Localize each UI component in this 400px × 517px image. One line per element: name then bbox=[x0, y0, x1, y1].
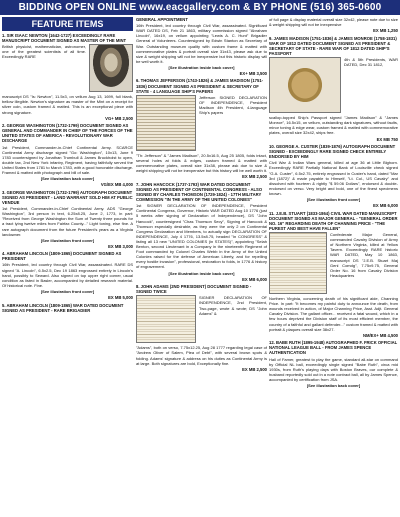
lot-8-continued[interactable] bbox=[269, 17, 398, 34]
lot-3[interactable] bbox=[2, 190, 133, 250]
lot-description: Civil War & Indian Wars general, killed at age 36 at Little Bighorn. Exceedingly RARE Partially National Bank of Louisville check signed "G.A. Custer", 6.5x2.75, entirely engrossed in Custer's hand, dated "Mar 3rd (1872)" & made payable to Himself, "Lt. Col., US Cavalry" and dissolved with fourteen & rightly "$ 59.06 Dollars", endorsed & double-endorsed on verso. Very bright and bold, one of the finest specimens known. bbox=[269, 160, 398, 196]
lot-5-continued[interactable] bbox=[136, 17, 267, 76]
lot-title: 5. ABRAHAM LINCOLN (1809-1865) WAR DATED DOCUMENT SIGNED AS PRESIDENT - RARE BRIGADIER bbox=[2, 302, 124, 313]
lot-title: 12. BABE RUTH (1895-1948) AUTOGRAPHED F. FRICK OFFICIAL NATIONAL LEAGUE BALL - FROM JAMES SPENCE AUTHENTICATION bbox=[269, 340, 398, 356]
lot-title: 11. J.E.B. STUART (1833-1864) CIVIL WAR DATED MANUSCRIPT DOCUMENT SIGNED AS MAJOR GENERAL - "GENERAL ORDER NO. 16" REGARDING DEATH OF CHANNING PRICE - "THE PUREST AND BEST HAVE FALLEN" bbox=[269, 210, 398, 231]
lot-8[interactable] bbox=[136, 284, 267, 372]
lot-title: 2. GEORGE WASHINGTON (1732-1799) DOCUMENT SIGNED AS GENERAL AND COMMANDER IN CHIEF OF THE FORCES OF THE UNITED STATES OF AMERICA - REVOLUTIONARY WAR DISCHARGE bbox=[2, 123, 133, 144]
ships-passport-image bbox=[269, 57, 341, 113]
lot-description: 16th President, led country through Civil War, assassinated. RARE DS signed "A. Lincoln", 6.5x2.5, Dec 19 1863 engrossed entirely in Lincoln's hand, possibly to Seward. Also signed on top upper right corner, usual condition as listed in Basler, accompanied by detailed research material. Of historical note. Fine. bbox=[2, 262, 133, 288]
lot-title: 8. JOHN ADAMS (2ND PRESIDENT) DOCUMENT SIGNED - SIGNED TWICE bbox=[136, 284, 252, 295]
lot-illustration-note: [See illustration back cover] bbox=[40, 176, 95, 182]
lot-illustration-note: [See illustration back cover] bbox=[306, 383, 361, 389]
lot-description: Northern Virginia, concerning death of his significant aide, Channing Price. In part: "It becomes my painful duty to announce the death, from wounds received in action, of Major Channing Price, Asst. Adjt. General Cavalry Division. The gallant officer... received a fatal wound, which in a few hours deprived the Division staff of its most efficient member, the country of a faithful and gallant defender..." custom framed & matted with portrait & plaques overall size 38x27. bbox=[269, 296, 398, 332]
lot-title: 10. GEORGE A. CUSTER (1839-1876) AUTOGRAPH DOCUMENT SIGNED - EXCEEDINGLY RARE SIGNED CHECK ENTIRELY ENDORSED BY HIM bbox=[269, 143, 396, 160]
lot-estimate: NM/EX+ MB 4,500 bbox=[362, 332, 398, 338]
lot-11[interactable] bbox=[269, 211, 398, 339]
lot-description: manuscript DS "Is: Newton", 11.5x3, on vellum Aug 13, 1699, full blank, bellow illegible. Newton's signature as master of the Mint on a receipt for silver coin, custom framed & matted. This is an exceptional piece with strong signature. bbox=[2, 94, 133, 115]
lot-estimate: EX MB 3,000 bbox=[108, 243, 133, 249]
ships-papers-image bbox=[136, 95, 196, 151]
lot-title: 3. GEORGE WASHINGTON (1732-1799) AUTOGRAPH DOCUMENT SIGNED AS PRESIDENT - LAND WARRANT SOLD HIM AT PUBLIC VENDUE bbox=[2, 189, 133, 205]
lot-description: 1st President, Commander-in-Chief Continental Army. ADS "George Washington", 3rd person in text, 6.25x8.25, June 2, 1773, in part: "Received from George Washington the Sum of Twenty three pounds for a tract lying twelve miles from Fairfax County..." Light toning, else fine. A rare autograph document from the future President's years as a Virginia landowner. bbox=[2, 206, 133, 237]
lot-estimate: VG/EX MB 4,000 bbox=[100, 182, 133, 188]
lot-12[interactable] bbox=[269, 340, 398, 388]
lot-6[interactable] bbox=[136, 78, 267, 179]
lot-description: 1st SIGNER DECLARATION OF INDEPENDENCE, President Continental Congress, Governor, Historic WAR DATED Aug 10 1776 (just 5 weeks after signing of Declaration of Independence), DS "John Hancock", countersigned "Chas Thomson Secy", Signing of Hancock & Thomson especially desirable, as they were the only 2 on Continental Congress Declaration and Members, to actually sign DECLARATION OF INDEPENDENCE, July 4 1776, 13.5x8.75, headed "In CONGRESS" & listing all 13 new "UNITED COLONIES (in STATES)", appointing "Selah Benton, second Lieutenant in a Company in the nineteenth Regiment of Foot commanded by Colonel Charles Webb in the Army of the United Colonies raised for the defense of American Liberty, and for repelling every hostile invasion", professional, restoration to folds, in 1776 & history of engravement. bbox=[136, 203, 267, 270]
lot-illustration-note: [See illustration front cover] bbox=[40, 237, 95, 243]
lot-description: "Th: Jefferson" & "James Madison", 20.5x16.5, Aug 25 1805, folds intact, several holes at folds & edges, custom framed & matted with commemorative plates, overall size 31x38, please ask due to size & weight shipping will not be inexpensive but this history will be well worth it. bbox=[136, 152, 267, 174]
column-right bbox=[269, 17, 398, 517]
lot-estimate: EX MB 6,000 bbox=[373, 203, 398, 209]
lot-estimate: EX MB 2,500 bbox=[242, 366, 267, 372]
page-header-banner bbox=[0, 0, 400, 15]
lot-4[interactable] bbox=[2, 251, 133, 300]
lot-title: GENERAL APPOINTMENT bbox=[136, 17, 188, 22]
lot-title: 4. ABRAHAM LINCOLN (1809-1865) DOCUMENT SIGNED AS PRESIDENT bbox=[2, 251, 122, 262]
lot-estimate: EX MB 6,000 bbox=[242, 276, 267, 282]
lot-caption: Confederate Major General, commanded Cavalry Division of Army of Northern Virginia, killed at Yellow Tavern. Exceedingly RARE historic WAR DATED, May 10 1863, manuscript DS "J.E.B. Stuart Maj Genl Comdg", 7.75x9.75, General Order No. 16 from Cavalry Division Headquarters bbox=[330, 232, 398, 278]
lot-title: 9. JAMES MADISON (1751-1836) & JAMES MONROE (1758-1831) WAR OF 1812 DATED DOCUMENT SIGNED AS PRESIDENT & SECRETARY OF STATE - RARE WAR OF 1812 DATED SHIP'S PASSPORT bbox=[269, 35, 397, 56]
lot-estimate: EX MB 2,500 bbox=[242, 174, 267, 180]
lot-2[interactable] bbox=[2, 123, 133, 188]
column-left bbox=[2, 17, 133, 517]
lot-1[interactable] bbox=[2, 33, 133, 121]
lot-illustration-note: [See illustration front cover] bbox=[306, 197, 361, 203]
general-order-image bbox=[269, 232, 327, 294]
lot-title: 7. JOHN HANCOCK (1737-1793) WAR DATED DOCUMENT SIGNED AS PRESIDENT OF CONTINENTAL CONGRESS - ALSO SIGNED BY CHARLES THOMSON (1729-1824) - 17TH MILITARY COMMISSION "IN THE ARMY OF THE UNITED COLONIES" bbox=[136, 181, 263, 203]
feature-items-title: FEATURE ITEMS bbox=[31, 19, 104, 29]
lot-title: 1. SIR ISAAC NEWTON (1642-1727) EXCEEDINGLY RARE MANUSCRIPT DOCUMENT SIGNED AS MASTER OF THE MINT bbox=[2, 33, 127, 44]
lot-5[interactable] bbox=[2, 303, 133, 313]
lot-description: of full page & display material overall size 32x42, please note due to size & weight shipping will not be inexpensive bbox=[269, 17, 398, 28]
lot-10[interactable] bbox=[269, 144, 398, 209]
lot-estimate: EX MB 1,250 bbox=[373, 28, 398, 34]
lot-description: scallop-topped Ship's Passport signed "James Madison" & "James Monroe", 16.5x15, on vellum, outstanding dark signatures, without faults, minor toning & edge wear, custom framed & matted with commemorative plates, overall size 32x42, ships free. bbox=[269, 115, 398, 136]
lot-description: 1st President, Commander-in-Chief Continental Army. SCARCE Continental Army discharge signed "Go: Washington", 10x13, June 9 1783 countersigned by Jonathan Trumbull & James Bruckholst to open, double tax, 2nd New York infantry, Regiment, having faithfully served the United States from 1781 to March 1783, with a good honorable discharge. Framed & matted with photograph and bill of sale. bbox=[2, 144, 133, 176]
lot-title: 6. THOMAS JEFFERSON (1743-1826) & JAMES MADISON (1751-1836) DOCUMENT SIGNED AS PRESIDENT & SECRETARY OF STATE - 4 LANGUAGE SHIP'S PAPERS bbox=[136, 78, 264, 94]
lot-illustration-note: [See illustration inside back cover] bbox=[168, 65, 235, 70]
lot-description: "Adams", both on verso, 7.75x12.25, Aug 28 1777 regarding legal case of "Andrew Oliver of Salem, Plea of Debt", with several brown spots & folding. Adams' signature & address on his duties as Continental Army is at large. Both signatures are bold, Exceptionally fine. bbox=[136, 345, 267, 366]
lot-caption: SIGNER DECLARATION OF INDEPENDENCE, 2nd President, Two-page, wrote & wrote; DS "John Adams" & bbox=[199, 295, 267, 316]
lot-description: 16th President, led country through Civil War, assassinated. Significant WAR DATED DS, Feb 21 1863, military commission signed "Abraham Lincoln", 16x19, on vellum appointing "Lewis A. C. Hunt" Brigadier General of Volunteers. Countersigned by Edwin Stanton as Secretary of War. Outstanding museum quality with custom frame & matted with commemorative plates & portrait overall size 31x43, please ask due to size & weight shipping will not be inexpensive but this historic display will be well worth it. bbox=[136, 23, 267, 64]
lot-illustration-note: [See illustration inside back cover] bbox=[168, 270, 235, 276]
lot-caption: 4th & 5th Presidents, WAR DATED, Dec 31 1812, bbox=[344, 57, 398, 68]
lot-caption: British physicist, mathematician, astronomer, one of the greatest scientists of all time. Exceedingly RARE bbox=[2, 44, 86, 60]
feature-items-heading bbox=[2, 17, 133, 31]
lot-estimate: EX MB 750 bbox=[376, 136, 398, 142]
lot-caption: Jefferson SIGNED DECLARATION OF INDEPENDENCE, President Madison 4th President, 4-language Ship's papers bbox=[199, 94, 267, 116]
lot-7[interactable] bbox=[136, 182, 267, 282]
lot-description: Hall of Famer, greatest to play the game, standard all-star on command by Official NL ball, exceedingly single signed "Babe Ruth", circa mid 1930s, from Ruth's playing days with Boston Braves, our complete & husband reportedly sold out in a note contract ball, all by James Spence, accompanied by certification from JSA. bbox=[269, 356, 398, 382]
column-middle bbox=[136, 17, 267, 517]
newton-portrait-image bbox=[89, 44, 133, 92]
lot-illustration-note: [See illustration front cover] bbox=[40, 289, 95, 295]
header-title: BIDDING OPEN ONLINE www.eacgallery.com & BY PHONE (516) 365-0600 bbox=[18, 2, 382, 13]
lot-estimate: EX+ MB 3,500 bbox=[239, 71, 267, 77]
adams-document-image bbox=[136, 295, 196, 343]
lot-estimate: VG+ MB 2,500 bbox=[105, 115, 133, 121]
lot-9[interactable] bbox=[269, 36, 398, 142]
lot-estimate: EX MB 5,000 bbox=[108, 295, 133, 301]
catalog-columns bbox=[0, 17, 400, 517]
